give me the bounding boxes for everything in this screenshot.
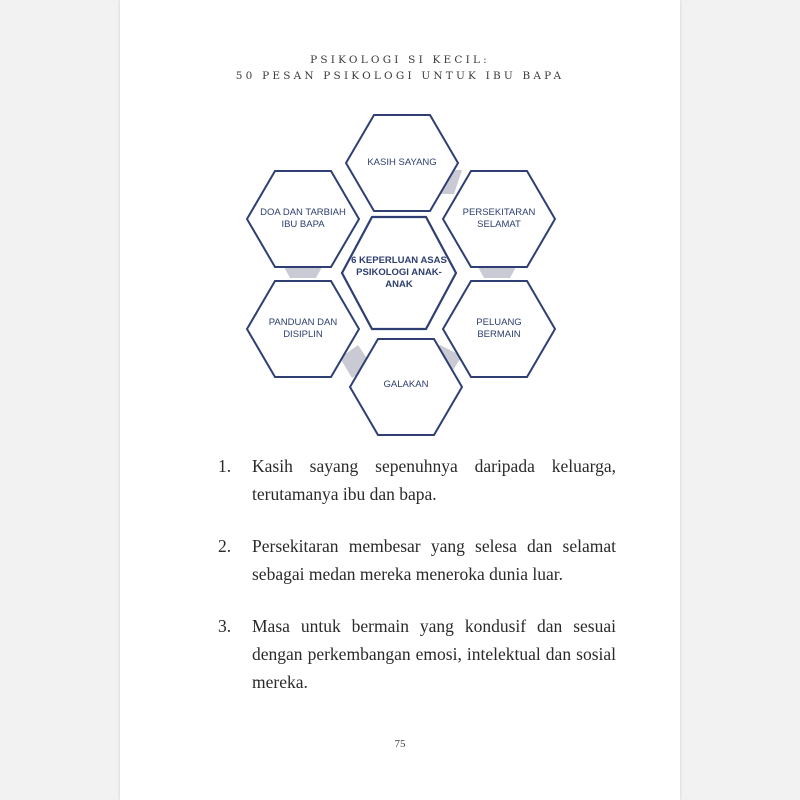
running-header-title: PSIKOLOGI SI KECIL: xyxy=(310,54,490,66)
hex-label-bottom: GALAKAN xyxy=(383,379,429,390)
running-header-subtitle: 50 PESAN PSIKOLOGI UNTUK IBU BAPA xyxy=(235,70,565,82)
hex-label-top: KASIH SAYANG xyxy=(367,157,437,168)
list-item xyxy=(218,452,616,508)
list-item xyxy=(218,612,616,696)
hex-label-top-right: PERSEKITARAN SELAMAT xyxy=(462,207,536,230)
hex-label-bottom-right: PELUANG BERMAIN xyxy=(476,317,522,340)
hex-label-center: 6 KEPERLUAN ASAS PSIKOLOGI ANAK-ANAK xyxy=(351,255,447,290)
hex-label-top-left: DOA DAN TARBIAH IBU BAPA xyxy=(260,207,346,230)
needs-list xyxy=(218,452,616,720)
list-item-number: 2. xyxy=(218,536,232,556)
list-item-text: Masa untuk bermain yang kondusif dan sesuai dengan perkembangan emosi, intelektual dan sosial mereka. xyxy=(252,616,616,692)
list-item-number: 1. xyxy=(218,456,232,476)
list-item-text: Kasih sayang sepenuhnya daripada keluarga, terutamanya ibu dan bapa. xyxy=(252,456,616,504)
list-item-number: 3. xyxy=(218,616,232,636)
list-item-text: Persekitaran membesar yang selesa dan selamat sebagai medan mereka meneroka dunia luar. xyxy=(252,536,616,584)
hex-label-bottom-left: PANDUAN DAN DISIPLIN xyxy=(268,317,338,340)
page-number: 75 xyxy=(394,738,406,750)
list-item xyxy=(218,532,616,588)
